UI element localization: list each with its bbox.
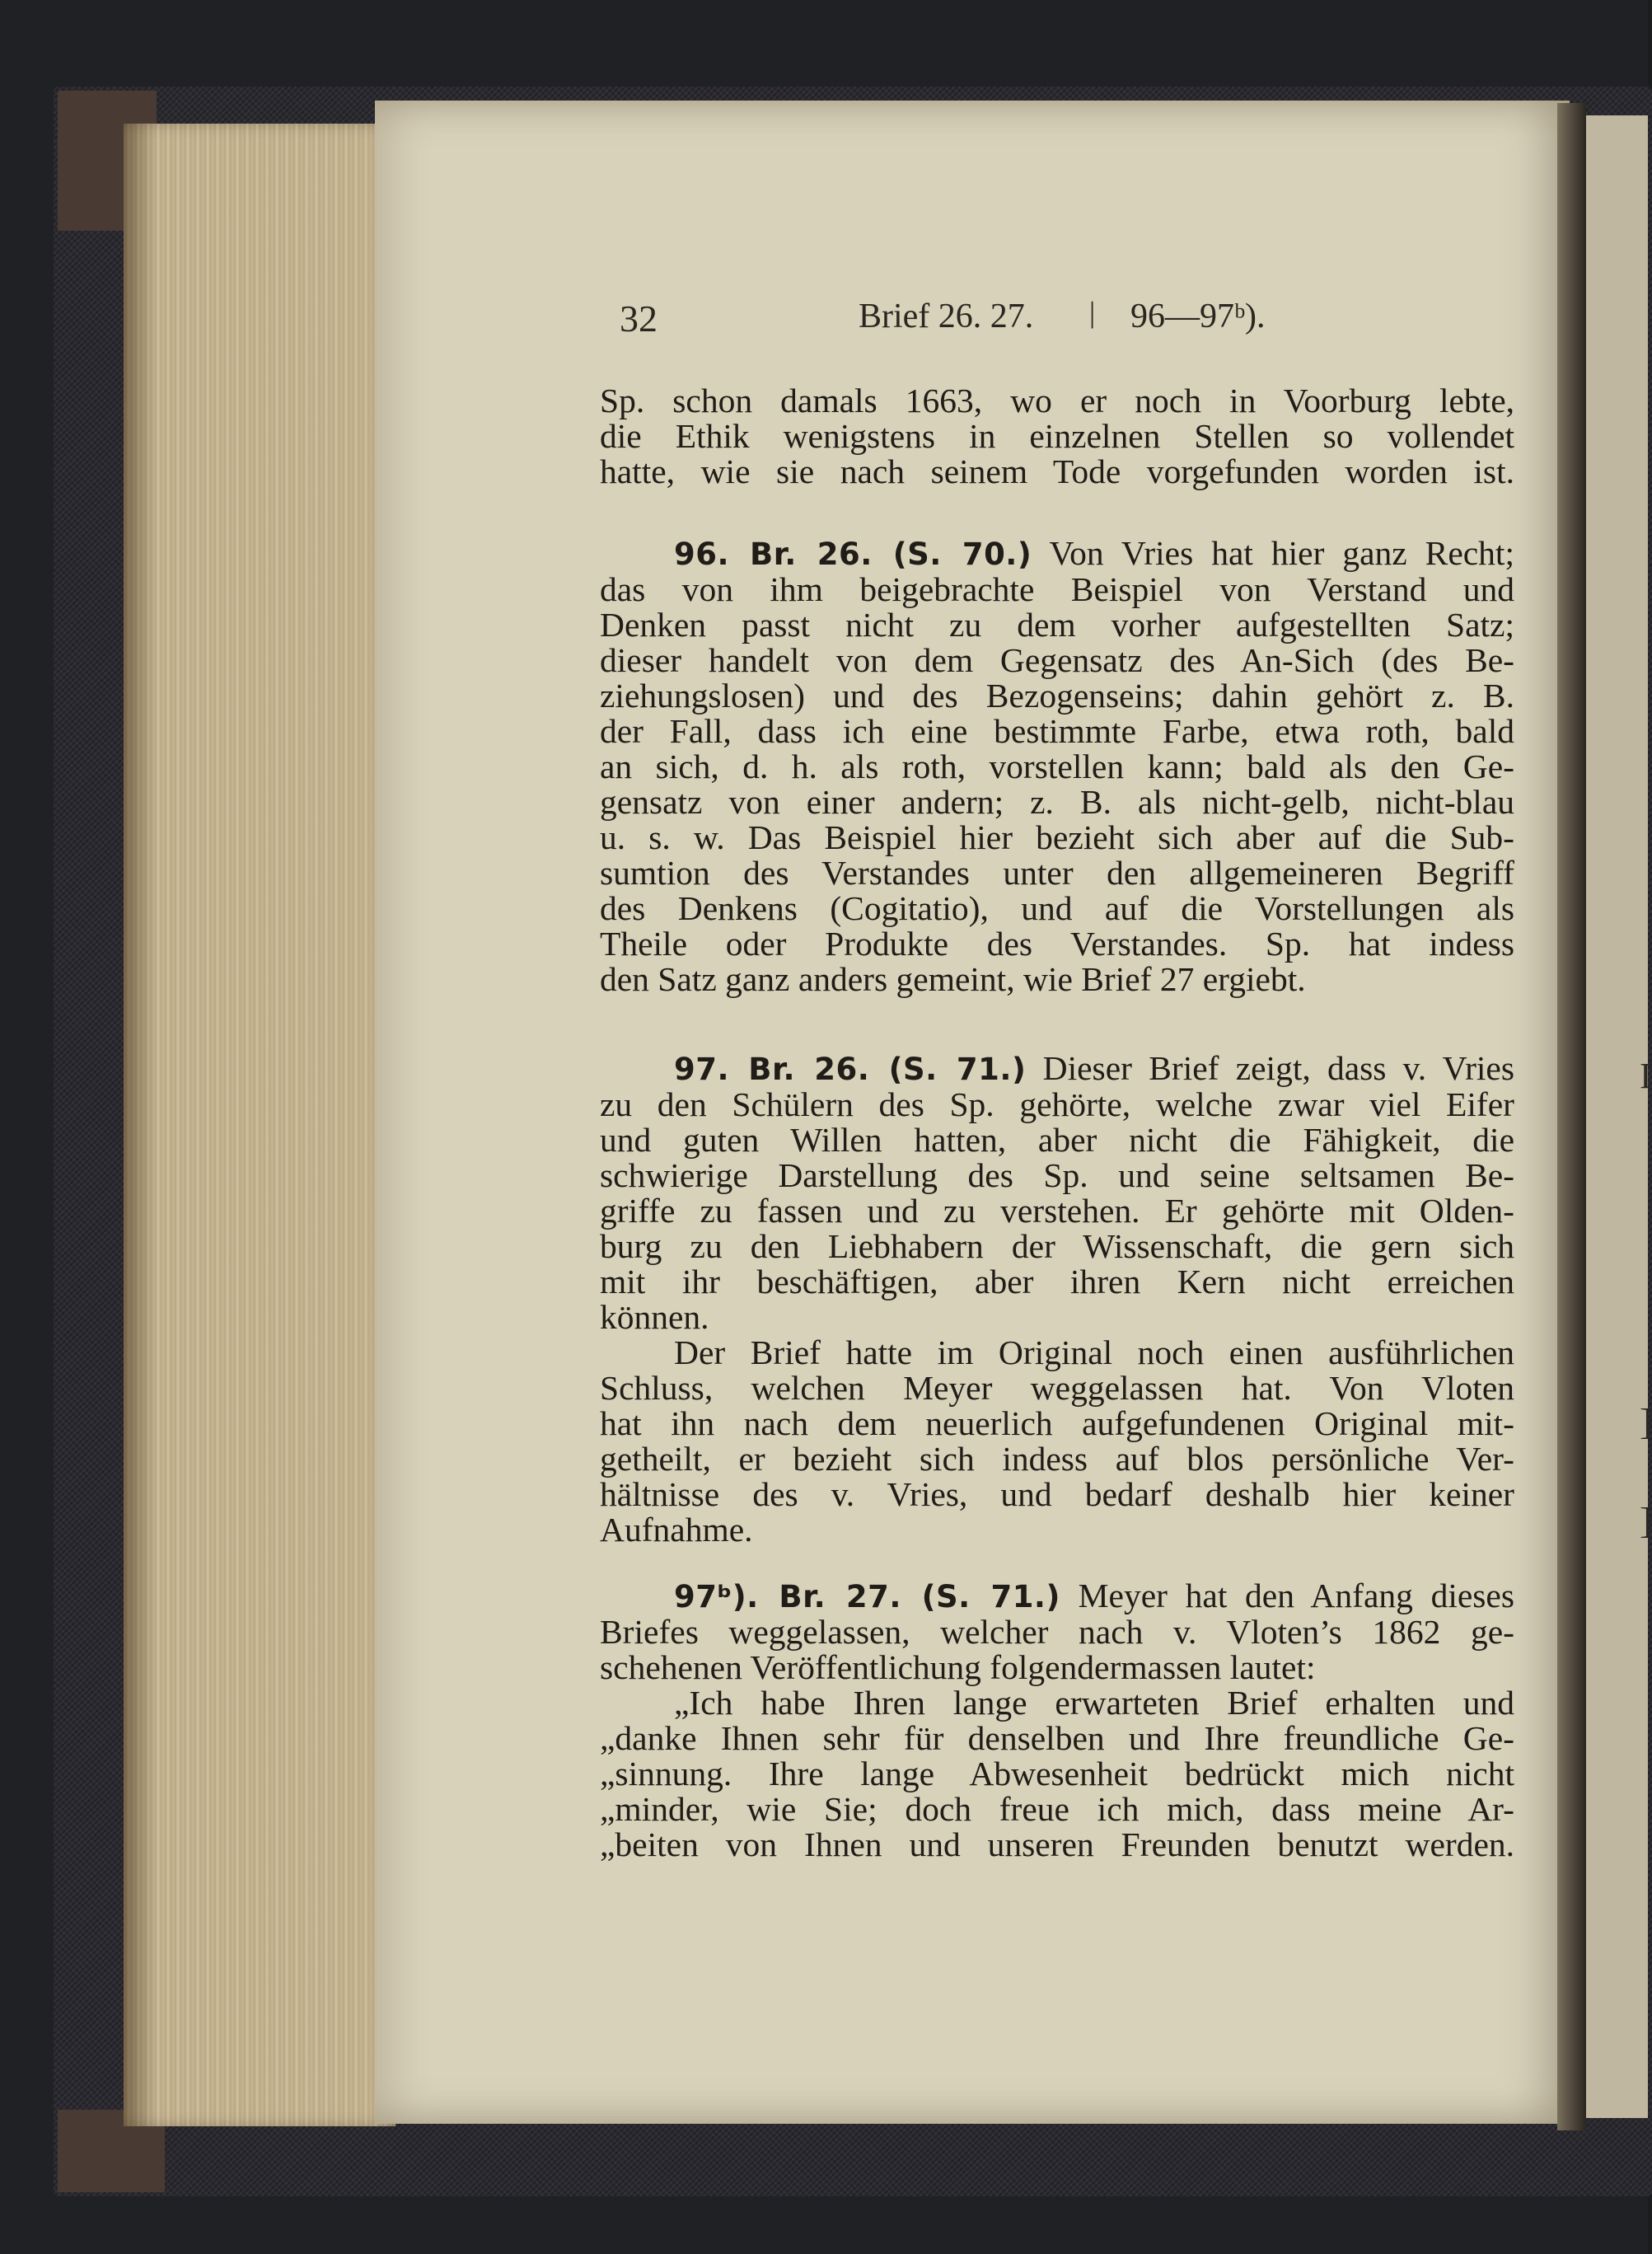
text-line: Sp. schon damals 1663, wo er noch in Voorburg lebte, xyxy=(600,382,1514,419)
text-line: Aufnahme. xyxy=(600,1511,753,1549)
page-block-edges xyxy=(124,124,395,2126)
text-line: an sich, d. h. als roth, vorstellen kann; bald als den Ge- xyxy=(600,747,1514,785)
quote-line: „sinnung. Ihre lange Abwesenheit bedrückt mich nicht xyxy=(600,1755,1514,1792)
facing-page-edge xyxy=(1582,115,1648,2118)
text-line: burg zu den Liebhabern der Wissenschaft, die gern sich xyxy=(600,1227,1514,1265)
text-line: Der Brief hatte im Original noch einen ausführlichen xyxy=(674,1333,1514,1371)
intro-paragraph xyxy=(600,383,1514,490)
note-label: 96. Br. 26. (S. 70.) xyxy=(674,537,1032,572)
text-line: hältnisse des v. Vries, und bedarf deshalb hier keiner xyxy=(600,1475,1514,1513)
text-line: u. s. w. Das Beispiel hier bezieht sich aber auf die Sub- xyxy=(600,818,1514,856)
text-line: Denken passt nicht zu dem vorher aufgestellten Satz; xyxy=(600,606,1514,644)
text-line: hatte, wie sie nach seinem Tode vorgefunden worden ist. xyxy=(600,452,1514,490)
text-line: Von Vries hat hier ganz Recht; xyxy=(1049,534,1514,572)
page-number: 32 xyxy=(620,298,658,340)
note-first-line xyxy=(600,1578,1514,1614)
running-header xyxy=(620,297,1485,346)
text-line: schehenen Veröffentlichung folgendermassen lautet: xyxy=(600,1648,1316,1686)
text-line: den Satz ganz anders gemeint, wie Brief 27 ergiebt. xyxy=(600,960,1306,998)
text-line: Meyer hat den Anfang dieses xyxy=(1078,1577,1514,1614)
facing-page-glyph: ] xyxy=(1640,1402,1652,1442)
quote-line: „danke Ihnen sehr für denselben und Ihre freundliche Ge- xyxy=(600,1719,1514,1757)
note-96 xyxy=(600,536,1514,997)
page-block-shadow xyxy=(124,124,157,2126)
note-97b xyxy=(600,1578,1514,1863)
text-line: des Denkens (Cogitatio), und auf die Vorstellungen als xyxy=(600,889,1514,927)
text-line: der Fall, dass ich eine bestimmte Farbe, etwa roth, bald xyxy=(600,712,1514,750)
text-line: die Ethik wenigstens in einzelnen Stellen so vollendet xyxy=(600,417,1514,455)
text-line: zu den Schülern des Sp. gehörte, welche zwar viel Eifer xyxy=(600,1085,1514,1123)
book-gutter xyxy=(1557,103,1586,2130)
text-line: können. xyxy=(600,1298,709,1336)
quote-line: „beiten von Ihnen und unseren Freunden benutzt werden. xyxy=(600,1825,1514,1863)
text-line: hat ihn nach dem neuerlich aufgefundenen Original mit- xyxy=(600,1404,1514,1442)
text-line: ziehungslosen) und des Bezogenseins; dahin gehört z. B. xyxy=(600,677,1514,715)
text-line: und guten Willen hatten, aber nicht die Fähigkeit, die xyxy=(600,1121,1514,1159)
facing-page-glyph: I xyxy=(1640,1056,1652,1096)
text-line: schwierige Darstellung des Sp. und seine seltsamen Be- xyxy=(600,1156,1514,1194)
note-first-line xyxy=(600,1051,1514,1087)
note-label: 97. Br. 26. (S. 71.) xyxy=(674,1052,1027,1087)
text-line: griffe zu fassen und zu verstehen. Er gehörte mit Olden- xyxy=(600,1192,1514,1230)
text-line: sumtion des Verstandes unter den allgemeineren Begriff xyxy=(600,854,1514,892)
facing-page-glyph: ] xyxy=(1640,1501,1652,1541)
text-line: Briefes weggelassen, welcher nach v. Vloten’s 1862 ge- xyxy=(600,1613,1514,1651)
header-separator: | xyxy=(1089,296,1096,329)
text-line: Theile oder Produkte des Verstandes. Sp. hat indess xyxy=(600,925,1514,963)
quote-line: „Ich habe Ihren lange erwarteten Brief erhalten und xyxy=(674,1684,1514,1722)
text-line: Dieser Brief zeigt, dass v. Vries xyxy=(1042,1049,1515,1087)
quote-line: „minder, wie Sie; doch freue ich mich, dass meine Ar- xyxy=(600,1790,1514,1828)
note-97 xyxy=(600,1051,1514,1548)
text-line: getheilt, er bezieht sich indess auf blos persönliche Ver- xyxy=(600,1440,1514,1478)
header-note-range: 96—97ᵇ). xyxy=(1130,298,1266,335)
text-line: dieser handelt von dem Gegensatz des An-Sich (des Be- xyxy=(600,641,1514,679)
text-line: gensatz von einer andern; z. B. als nicht-gelb, nicht-blau xyxy=(600,783,1514,821)
text-line: mit ihr beschäftigen, aber ihren Kern nicht erreichen xyxy=(600,1263,1514,1300)
note-first-line xyxy=(600,536,1514,572)
text-line: Schluss, welchen Meyer weggelassen hat. Von Vloten xyxy=(600,1369,1514,1407)
header-title: Brief 26. 27. xyxy=(859,298,1034,335)
note-label: 97ᵇ). Br. 27. (S. 71.) xyxy=(674,1579,1060,1614)
text-line: das von ihm beigebrachte Beispiel von Verstand und xyxy=(600,570,1514,608)
